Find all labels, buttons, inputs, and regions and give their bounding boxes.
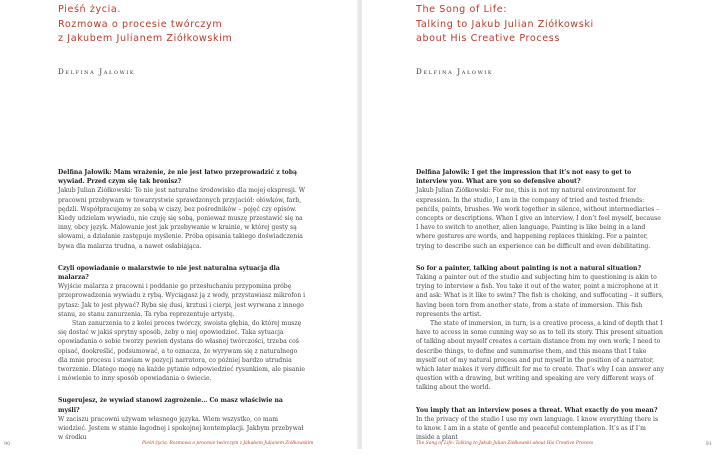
title-line: Rozmowa o procesie twórczym xyxy=(58,18,223,30)
article-body xyxy=(416,168,664,455)
title-line: z Jakubem Julianem Ziółkowskim xyxy=(58,33,233,44)
page-number: 91 xyxy=(705,441,712,447)
qa-block xyxy=(58,264,306,384)
left-page xyxy=(0,0,358,449)
answer-paragraph: In the privacy of the studio I use my own language. I know everything there is to know. I am in a state of gentle and peaceful contemplation. It’s as if I’m inside a plant xyxy=(416,415,659,442)
title-line: The Song of Life: xyxy=(416,4,508,15)
page-title xyxy=(58,3,232,47)
answer-paragraph: W zaciszu pracowni używam własnego języka. Wiem wszystko, co mam wiedzieć. Jestem w stanie łagodnej i spokojnej kontemplacji. Jakbym przebywał w środku xyxy=(58,415,304,442)
qa-block xyxy=(58,168,306,251)
author-name: Delfina Jałowik xyxy=(416,67,494,76)
question: Delfina Jałowik: I get the impression that it’s not easy to get to interview you. What are you so defensive about? xyxy=(416,169,632,186)
answer-paragraph: Jakub Julian Ziółkowski: To nie jest naturalne środowisko dla mojej ekspresji. W pracowni przebywam w towarzystwie sprawdzonych przyjaciół: ołówków, farb, pędzli. Współpracujemy ze sobą w ciszy, bez pośredników – pojęć czy opisów. Kiedy udzielam wywiadu, nie czuję się sobą, ponieważ muszę przestawić się na inny, obcy język. Malowanie jest jak przebywanie w krainie, w której gesty są słowami, a działanie zastępuje myślenie. Próba opisania takiego doświadczenia bywa dla malarza trudna, a nawet osłabiająca. xyxy=(58,187,305,250)
answer-paragraph: Wyjście malarza z pracowni i poddanie go przesłuchaniu przypomina próbę przeprowadzenia wywiadu z rybą. Wyciągasz ją z wody, przystawiasz mikrofon i pytasz: Jak to jest pływać? Ryba się dusi, krztusi i cierpi, jest wyrwana z innego stanu, ze stanu zanurzenia. Ta ryba reprezentuje artystę. xyxy=(58,283,306,318)
question: Czyli opowiadanie o malarstwie to nie jest naturalna sytuacja dla malarza? xyxy=(58,264,280,282)
question: So for a painter, talking about painting is not a natural situation? xyxy=(416,264,642,272)
page-title xyxy=(416,3,594,47)
qa-block xyxy=(416,264,664,393)
running-footer: Pieśń życia. Rozmowa o procesie twórczym z Jakubem Julianem Ziółkowskim xyxy=(142,441,314,446)
answer-paragraph: Taking a painter out of the studio and subjecting him to questioning is akin to trying to interview a fish. You take it out of the water, point a microphone at it and ask: What is it like to swim? The fish is choking, and suffocating – it suffers, having been torn from another state, from a state of immersion. This fish represents the artist. xyxy=(416,274,664,318)
author-name: Delfina Jałowik xyxy=(58,67,136,76)
title-line: Talking to Jakub Julian Ziółkowski xyxy=(416,18,594,30)
answer-paragraph: The state of immersion, in turn, is a creative process, a kind of depth that I have to access in some cunning way so as to tell its story. This present situation of talking about myself creates a certain distance from my own work; I need to describe things, to define and summarise them, and this means that I take myself out of my natural process and put myself in the position of a narrator, which later makes it very difficult for me to create. That’s why I can answer any question with a drawing, but writing and speaking are very different ways of talking about the world. xyxy=(416,320,664,392)
question: You imply that an interview poses a threat. What exactly do you mean? xyxy=(416,406,658,414)
page-number: 90 xyxy=(4,441,11,447)
answer-paragraph: Jakub Julian Ziółkowski: For me, this is not my natural environment for expression. In the studio, I am in the company of tried and tested friends: pencils, paints, brushes. We work together in silence, without intermediaries – concepts or descriptions. When I give an interview, I don’t feel myself, because I have to switch to another, alien language. Painting is like being in a land where gestures are words, and happening replaces thinking. For a painter, trying to describe such an experience can be difficult and even debilitating. xyxy=(416,187,661,250)
article-body xyxy=(58,168,306,455)
question: Delfina Jałowik: Mam wrażenie, że nie jest łatwo przeprowadzić z tobą wywiad. Przed czym się tak bronisz? xyxy=(58,169,297,186)
answer-paragraph: Stan zanurzenia to z kolei proces twórczy, swoista głębia, do której muszę się dostać w jakiś sprytny sposób, żeby o niej opowiedzieć. Taka sytuacja opowiadania o sobie tworzy pewien dystans do własnej twórczości, trzeba coś opisać, dookreślić, podsumować, a to oznacza, że wyrywam się z naturalnego dla mnie procesu i stawiam w pozycji narratora, co później bardzo utrudnia tworzenie. Dlatego mogę na każde pytanie odpowiedzieć rysunkiem, ale pisanie i mówienie to inny sposób opowiadania o świecie. xyxy=(58,320,306,383)
right-page xyxy=(362,0,720,449)
qa-block xyxy=(416,168,664,251)
qa-block xyxy=(58,396,306,442)
qa-block xyxy=(416,406,664,443)
title-line: about His Creative Process xyxy=(416,33,560,44)
running-footer: The Song of Life: Talking to Jakub Julian Ziółkowski about His Creative Process xyxy=(416,441,594,446)
question: Sugerujesz, że wywiad stanowi zagrożenie… Co masz właściwie na myśli? xyxy=(58,397,283,414)
title-line: Pieśń życia. xyxy=(58,4,122,15)
